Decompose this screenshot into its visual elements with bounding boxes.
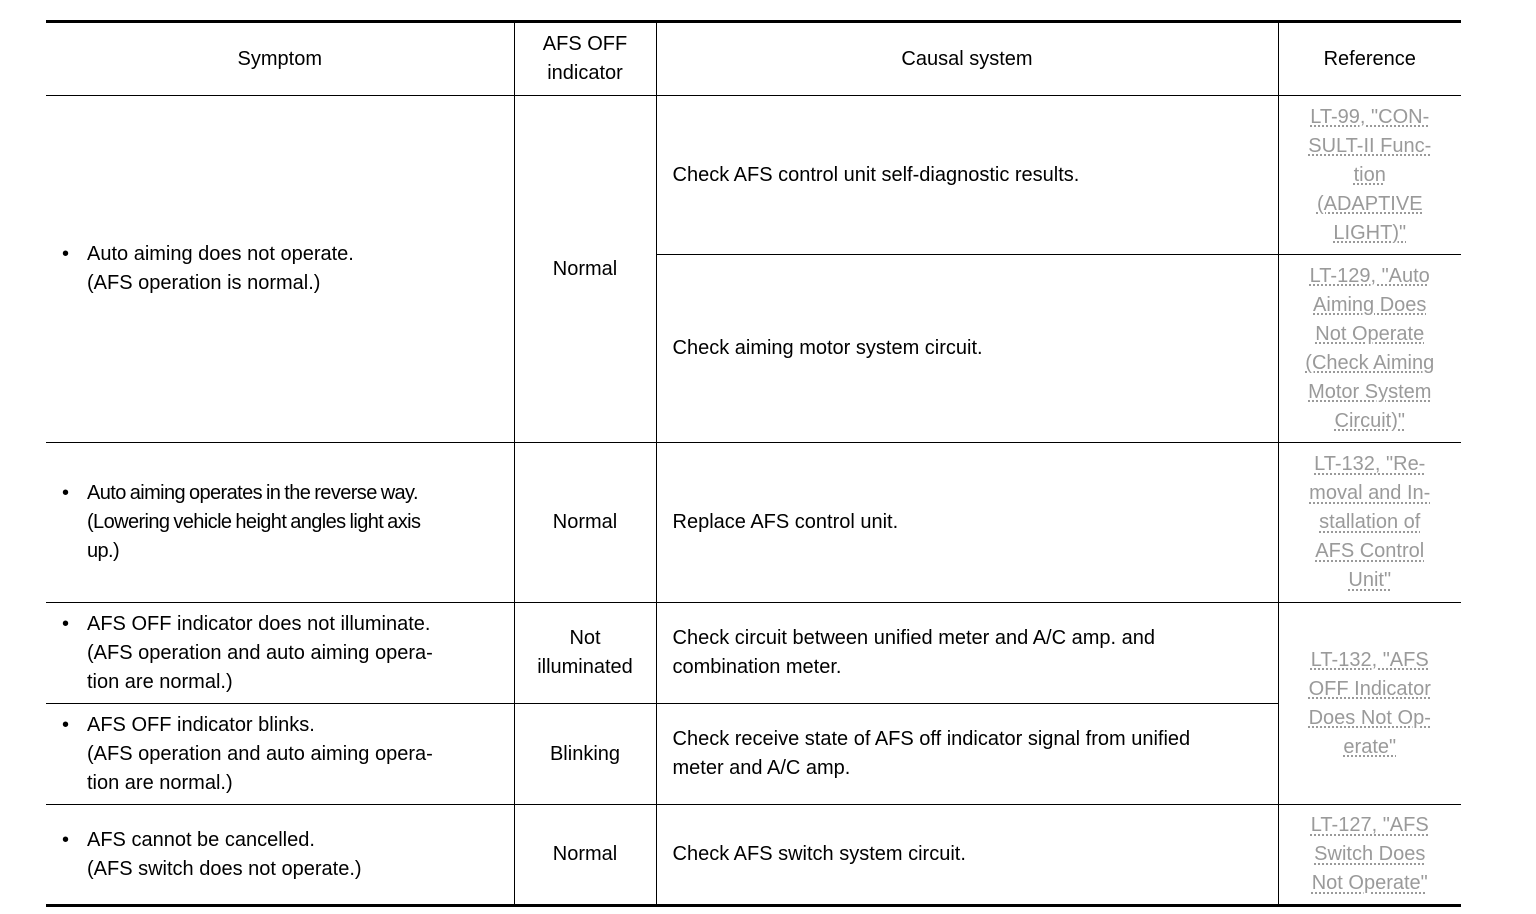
- symptom-table: [46, 20, 1461, 907]
- reference-cell: [1278, 96, 1461, 255]
- cause-cell: Check receive state of AFS off indicator signal from unified meter and A/C amp.: [656, 704, 1278, 805]
- cause-cell: Check AFS control unit self-diagnostic results.: [656, 96, 1278, 255]
- indicator-cell: Normal: [514, 443, 656, 603]
- symptom-note: up.): [87, 540, 120, 562]
- symptom-note: (AFS operation and auto aiming opera-: [87, 641, 433, 664]
- symptom-text: Auto aiming operates in the reverse way.: [87, 482, 418, 504]
- bullet: •: [62, 828, 70, 851]
- bullet: •: [62, 243, 70, 265]
- symptom-cell: [46, 96, 514, 443]
- table-row: [46, 805, 1461, 906]
- reference-link[interactable]: LT-99, "CON- SULT-II Func- tion (ADAPTIVE LIGHT)": [1308, 105, 1432, 244]
- indicator-cell: Normal: [514, 96, 656, 443]
- symptom-text: AFS OFF indicator blinks.: [87, 713, 315, 736]
- symptom-note: (AFS operation and auto aiming opera-: [87, 742, 433, 765]
- table-row: [46, 603, 1461, 704]
- symptom-text: AFS OFF indicator does not illuminate.: [87, 612, 431, 635]
- reference-cell: [1278, 603, 1461, 805]
- indicator-cell: Blinking: [514, 704, 656, 805]
- symptom-note: (Lowering vehicle height angles light axis: [87, 511, 421, 533]
- reference-cell: [1278, 443, 1461, 603]
- symptom-note: tion are normal.): [87, 670, 233, 693]
- symptom-note: (AFS switch does not operate.): [87, 857, 362, 880]
- bullet: •: [62, 482, 70, 504]
- symptom-cell: [46, 603, 514, 704]
- header-row: [46, 22, 1461, 96]
- reference-link[interactable]: LT-132, "AFS OFF Indicator Does Not Op- erate": [1308, 648, 1431, 758]
- reference-link[interactable]: LT-127, "AFS Switch Does Not Operate": [1310, 814, 1429, 894]
- symptom-cell: [46, 443, 514, 603]
- symptom-cell: [46, 704, 514, 805]
- header-indicator: AFS OFF indicator: [514, 22, 656, 96]
- table-row: [46, 96, 1461, 255]
- indicator-cell: Normal: [514, 805, 656, 906]
- reference-cell: [1278, 805, 1461, 906]
- indicator-cell: Not illuminated: [514, 603, 656, 704]
- table-row: [46, 443, 1461, 603]
- symptom-text: Auto aiming does not operate.: [87, 243, 354, 265]
- bullet: •: [62, 612, 70, 635]
- header-reference: Reference: [1278, 22, 1461, 96]
- cause-cell: Check aiming motor system circuit.: [656, 255, 1278, 443]
- reference-link[interactable]: LT-129, "Auto Aiming Does Not Operate (Check Aiming Motor System Circuit)": [1305, 264, 1435, 432]
- table-row: [46, 704, 1461, 805]
- cause-cell: Replace AFS control unit.: [656, 443, 1278, 603]
- cause-cell: Check AFS switch system circuit.: [656, 805, 1278, 906]
- symptom-note: (AFS operation is normal.): [87, 272, 321, 294]
- reference-link[interactable]: LT-132, "Re- moval and In- stallation of AFS Control Unit": [1309, 453, 1431, 591]
- symptom-note: tion are normal.): [87, 771, 233, 794]
- symptom-text: AFS cannot be cancelled.: [87, 828, 315, 851]
- header-symptom: Symptom: [46, 22, 514, 96]
- header-causal-system: Causal system: [656, 22, 1278, 96]
- symptom-cell: [46, 805, 514, 906]
- cause-cell: Check circuit between unified meter and A/C amp. and combination meter.: [656, 603, 1278, 704]
- bullet: •: [62, 713, 70, 736]
- reference-cell: [1278, 255, 1461, 443]
